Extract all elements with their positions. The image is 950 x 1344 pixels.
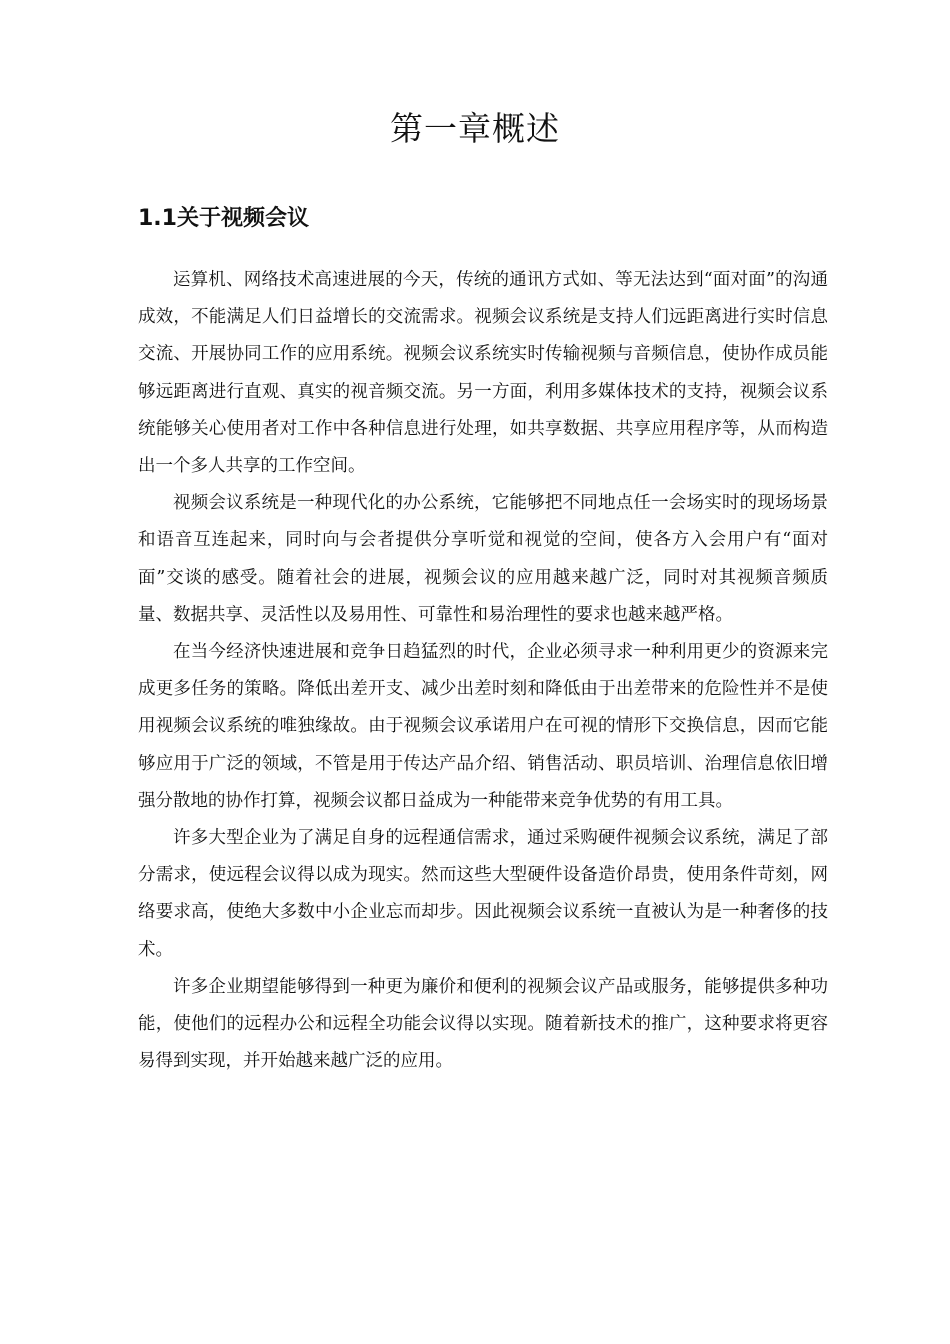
body-text [138,262,828,1080]
paragraph: 许多企业期望能够得到一种更为廉价和便利的视频会议产品或服务，能够提供多种功能，使他们的远程办公和远程全功能会议得以实现。随着新技术的推广，这种要求将更容易得到实现，并开始越来越广泛的应用。 [138,976,828,1072]
section-title: 1.1关于视频会议 [138,206,309,231]
paragraph: 许多大型企业为了满足自身的远程通信需求，通过采购硬件视频会议系统，满足了部分需求，使远程会议得以成为现实。然而这些大型硬件设备造价昂贵，使用条件苛刻，网络要求高，使绝大多数中小企业忘而却步。因此视频会议系统一直被认为是一种奢侈的技术。 [138,828,828,960]
paragraph: 视频会议系统是一种现代化的办公系统，它能够把不同地点任一会场实时的现场场景和语音互连起来，同时向与会者提供分享听觉和视觉的空间，使各方入会用户有“面对面”交谈的感受。随着社会的进展，视频会议的应用越来越广泛，同时对其视频音频质量、数据共享、灵活性以及易用性、可靠性和易治理性的要求也越来越严格。 [138,493,828,625]
paragraph: 在当今经济快速进展和竞争日趋猛烈的时代，企业必须寻求一种利用更少的资源来完成更多任务的策略。降低出差开支、减少出差时刻和降低由于出差带来的危险性并不是使用视频会议系统的唯独缘故。由于视频会议承诺用户在可视的情形下交换信息，因而它能够应用于广泛的领域，不管是用于传达产品介绍、销售活动、职员培训、治理信息依旧增强分散地的协作打算，视频会议都日益成为一种能带来竞争优势的有用工具。 [138,642,828,811]
chapter-title: 第一章概述 [390,109,560,148]
paragraph: 运算机、网络技术高速进展的今天，传统的通讯方式如、等无法达到“面对面”的沟通成效，不能满足人们日益增长的交流需求。视频会议系统是支持人们远距离进行实时信息交流、开展协同工作的应用系统。视频会议系统实时传输视频与音频信息，使协作成员能够远距离进行直观、真实的视音频交流。另一方面，利用多媒体技术的支持，视频会议系统能够关心使用者对工作中各种信息进行处理，如共享数据、共享应用程序等，从而构造出一个多人共享的工作空间。 [138,270,828,477]
